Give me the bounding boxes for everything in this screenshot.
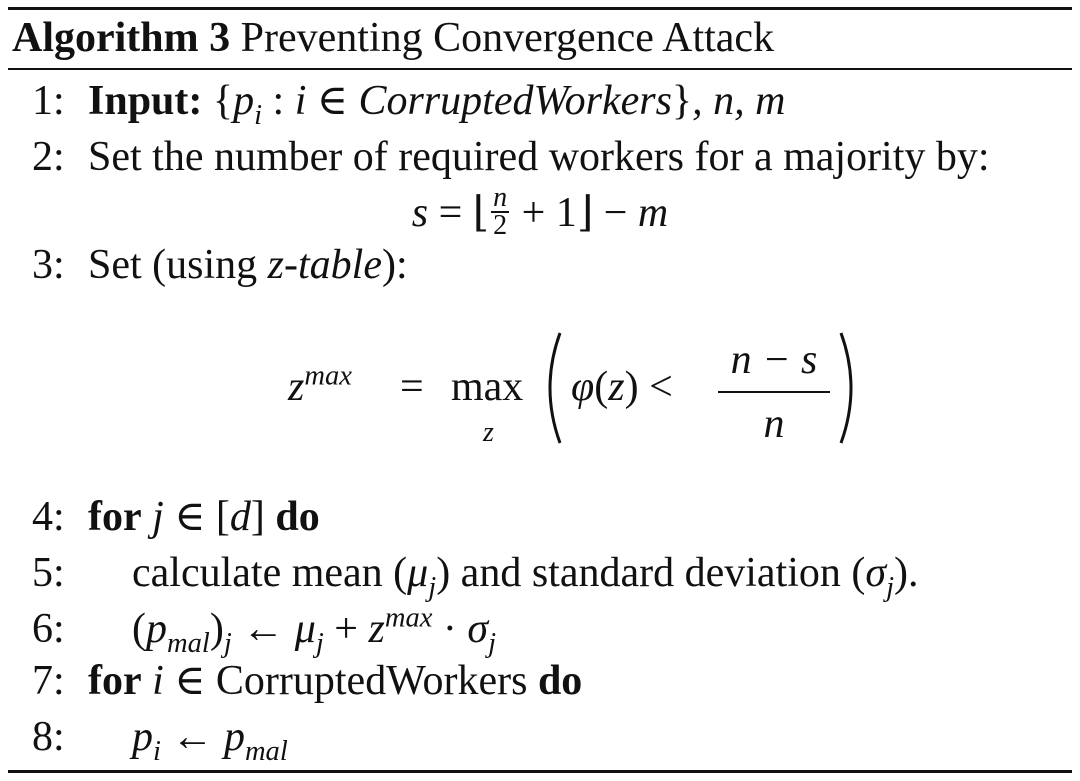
line-number: 4: bbox=[32, 494, 65, 540]
line-content bbox=[88, 492, 320, 542]
line-number: 7: bbox=[32, 658, 65, 704]
loop-set: CorruptedWorkers bbox=[215, 658, 528, 704]
line-number: 5: bbox=[32, 550, 65, 596]
line-number: 8: bbox=[32, 714, 65, 760]
for-keyword: for bbox=[88, 658, 142, 704]
line-content: Set the number of required workers for a majority by: bbox=[88, 134, 990, 180]
line-content: $(p_{mal})_j$ ← $\mu_j + z^{max} \cdot \sigma_j$ bbox=[132, 602, 497, 659]
input-keyword: Input: bbox=[88, 78, 203, 124]
n-minus-s-over-n-fraction: n − s n bbox=[718, 335, 830, 449]
bottom-rule bbox=[8, 770, 1072, 773]
line-number: 6: bbox=[32, 606, 65, 652]
algorithm-title bbox=[12, 12, 774, 64]
line-number: 3: bbox=[32, 242, 65, 288]
majority-equation: s = ⌊ $\frac{n}{2}$ + 1⌋ − m bbox=[411, 182, 669, 242]
algorithm-name: Preventing Convergence Attack bbox=[240, 15, 775, 61]
line-text-suffix: ): bbox=[381, 242, 408, 288]
loop-range: j ∈ [d] bbox=[152, 494, 265, 540]
algorithm-label: Algorithm 3 bbox=[12, 15, 231, 61]
line-content bbox=[88, 240, 408, 290]
line-content: calculate mean $(\mu_j)$ and standard deviation $(\sigma_j)$. bbox=[132, 550, 919, 603]
right-big-paren bbox=[837, 329, 863, 447]
n-over-2-fraction: $\frac{n}{2}$ bbox=[493, 182, 508, 242]
do-keyword: do bbox=[537, 658, 583, 704]
left-big-paren bbox=[538, 329, 564, 447]
title-rule bbox=[8, 68, 1072, 70]
loop-var: i bbox=[152, 658, 164, 704]
z-table-term: z-table bbox=[267, 242, 382, 288]
input-set: {$p_i$ : i ∈ CorruptedWorkers}, n, m bbox=[212, 78, 786, 131]
for-keyword: for bbox=[88, 494, 142, 540]
line-number: 2: bbox=[32, 134, 65, 180]
line-text: Set (using bbox=[88, 242, 268, 288]
do-keyword: do bbox=[275, 494, 320, 540]
line-number: 1: bbox=[32, 78, 65, 124]
line-content: $p_i$ ← $p_{mal}$ bbox=[132, 714, 288, 767]
line-content bbox=[88, 76, 786, 131]
line-content: for i ∈ CorruptedWorkers do bbox=[88, 658, 583, 704]
top-rule bbox=[8, 7, 1072, 10]
